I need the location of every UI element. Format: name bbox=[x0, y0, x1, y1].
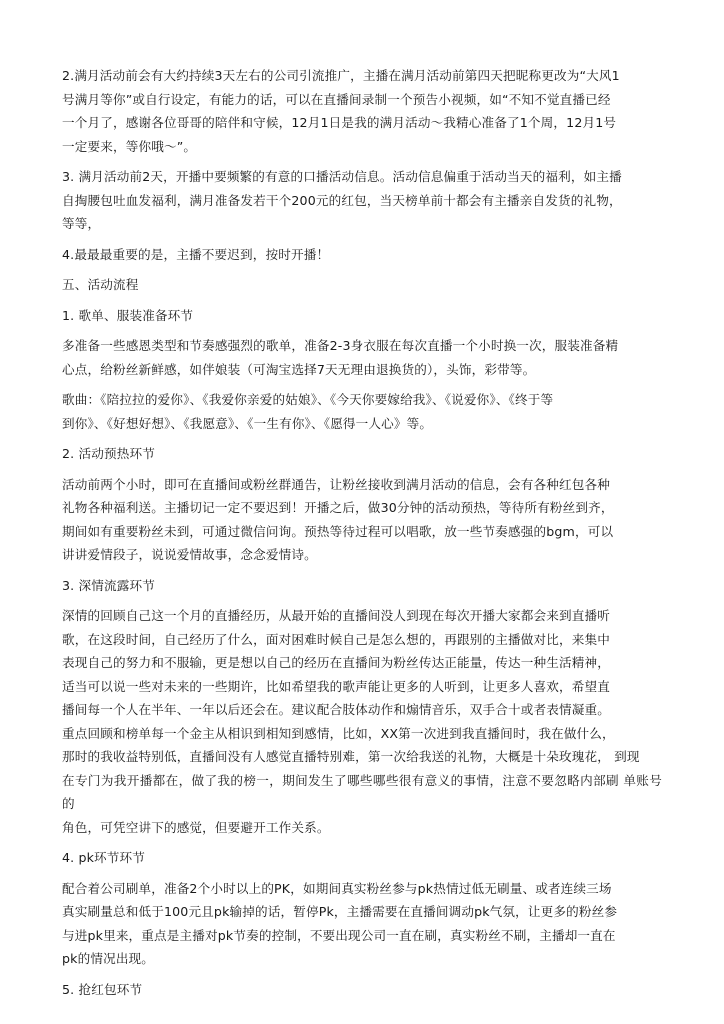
paragraph-emotional: 深情的回顾自己这一个月的直播经历，从最开始的直播间没人到现在每次开播大家都会来到直播听 歌，在这段时间，自己经历了什么，面对困难时候自己是怎么想的，再跟别的主播做对比，来集中 表现自己的努力和不服输，更是想以自己的经历在直播间为粉丝传达正能量，传达一种生活精神， 适当可以说一些对未来的一些期许，比如希望我的歌声能让更多的人听到，让更多人喜欢，希望直 播间每一个人在半年、一年以后还会在。建议配合肢体动作和煽情音乐，双手合十或者表情凝重。 重点回顾和榜单每一个金主从相识到相知到感情，比如，XX第一次进到我直播间时，我在做什么， 那时的我收益特别低，直播间没有人感觉直播特别难，第一次给我送的礼物，大概是十朵玫瑰花， 到现 在专门为我开播都在，做了我的榜一，期间发生了哪些哪些很有意义的事情，注意不要忽略内部刷 单账号的 角色，可凭空讲下的感觉，但要避开工作关系。 bbox=[62, 608, 662, 835]
paragraph-step2: 2.满月活动前会有大约持续3天左右的公司引流推广，主播在满月活动前第四天把昵称更改为“大风1 号满月等你”或自行设定，有能力的话，可以在直播间录制一个预告小视频，如“不知不觉直播已经 一个月了，感谢各位哥哥的陪伴和守候，12月1日是我的满月活动～我精心准备了1个周，12月1号 一定要来，等你哦～”。 bbox=[62, 68, 620, 154]
subheading-pk: 4. pk环节环节 bbox=[62, 850, 146, 865]
subheading-red-packet: 5. 抢红包环节 bbox=[62, 981, 143, 997]
subheading-emotional: 3. 深情流露环节 bbox=[62, 577, 155, 593]
subheading-songlist-costume: 1. 歌单、服装准备环节 bbox=[62, 307, 194, 323]
paragraph-warmup: 活动前两个小时，即可在直播间或粉丝群通告，让粉丝接收到满月活动的信息，会有各种红包各种 礼物各种福利送。主播切记一定不要迟到！开播之后，做30分钟的活动预热，等待所有粉丝到齐， 期间如有重要粉丝未到，可通过微信问询。预热等待过程可以唱歌，放一些节奏感强的bgm，可以 讲讲爱情段子，说说爱情故事，念念爱情诗。 bbox=[62, 476, 614, 562]
paragraph-songs: 歌曲：《陪拉拉的爱你》、《我爱你亲爱的姑娘》、《今天你要嫁给我》、《说爱你》、《终于等 到你》、《好想好想》、《我愿意》、《一生有你》、《愿得一人心》等。 bbox=[62, 392, 554, 431]
paragraph-pk: 配合着公司刷单，准备2个小时以上的PK，如期间真实粉丝参与pk热情过低无刷量、或者连续三场 真实刷量总和低于100元且pk输掉的话，暂停Pk，主播需要在直播间调动pk气氛，让更多的粉丝参 与进pk里来，重点是主播对pk节奏的控制，不要出现公司一直在刷，真实粉丝不刷，主播却一直在 pk的情况出现。 bbox=[62, 880, 618, 966]
paragraph-step4: 4.最最最重要的是，主播不要迟到，按时开播！ bbox=[62, 246, 330, 262]
paragraph-step3: 3. 满月活动前2天，开播中要频繁的有意的口播活动信息。活动信息偏重于活动当天的福利，如主播 自掏腰包吐血发福利，满月准备发若干个200元的红包，当天榜单前十都会有主播亲自发货的礼物， 等等， bbox=[62, 169, 622, 231]
section-heading-activity-flow: 五、活动流程 bbox=[62, 277, 139, 292]
paragraph-songlist-prep: 多准备一些感恩类型和节奏感强烈的歌单，准备2-3身衣服在每次直播一个小时换一次，服装准备精 心点，给粉丝新鲜感，如伴娘装（可淘宝选择7天无理由退换货的），头饰，彩带等。 bbox=[62, 338, 619, 377]
subheading-warmup: 2. 活动预热环节 bbox=[62, 446, 155, 461]
